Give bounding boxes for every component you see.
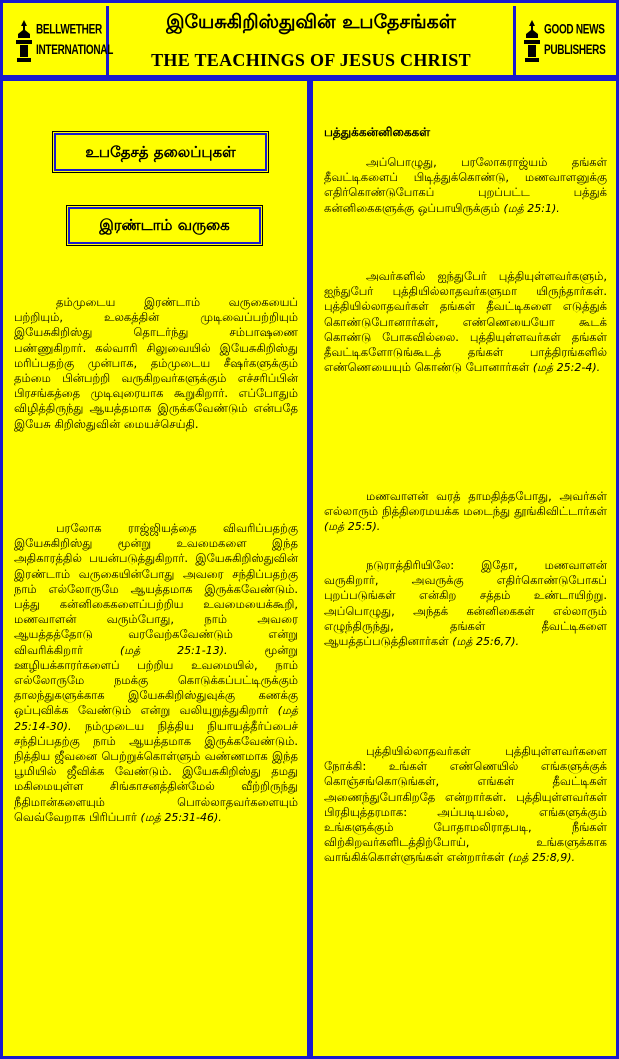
good-news-logo (513, 6, 613, 78)
verse-paragraph (324, 269, 607, 375)
verse-paragraph (324, 489, 607, 535)
section-title: உபதேசத் தலைப்புகள் (54, 133, 267, 171)
publisher-left-text (36, 20, 113, 61)
title-english: THE TEACHINGS OF JESUS CHRIST (151, 50, 471, 70)
intro-paragraph: தம்முடைய இரண்டாம் வருகையைப் பற்றியும், உலகத்தின் முடிவைப்பற்றியும் இயேசுகிறிஸ்து தொடர்ந்து சம்பாஷணை பண்ணுகிறார். கல்வாரி சிலுவையில் இயேசுகிறிஸ்து மரிப்பதற்கு முன்பாக, தம்முடைய சீஷர்களுக்கும் தம்மை பின்பற்றி வருகிறவர்களுக்கும் எச்சரிப்பின் பிரசங்கத்தை முடிவுரையாக கூறுகிறார். எப்போதும் விழித்திருந்து ஆயத்தமாக இருக்கவேண்டும் என்பதே இயேசு கிறிஸ்துவின் மையச்செய்தி. (14, 295, 298, 431)
publisher-right-text (544, 20, 605, 61)
verse-text: நடுராத்திரியிலே: இதோ, மணவாளன் வருகிறார், அவருக்கு எதிர்கொண்டுபோகப் புறப்படுங்கள் என்கிற சத்தம் உண்டாயிற்று. அப்பொழுது, அந்தக் கன்னிகைகள் எல்லாரும் எழுந்திருந்து, தங்கள் தீவட்டிகளை ஆயத்தப்படுத்தினார்கள் (324, 558, 607, 649)
parables-text-3: நம்முடைய நித்திய நியாயத்தீர்ப்பைச் சந்திப்பதற்கு நாம் ஆயத்தமாக இருக்கவேண்டும். நித்திய ஜீவனை பெற்றுக்கொள்ளும் வண்ணமாக இந்த பூமியில் ஜீவிக்க வேண்டும். இயேசுகிறிஸ்து தமது மகிமையுள்ள சிங்காசனத்தின்மேல் வீற்றிருந்து நீதிமான்களையும் பொல்லாதவர்களையும் வெவ்வேறாக பிரிப்பார் (14, 718, 298, 824)
verse-paragraph (324, 155, 607, 216)
scripture-reference: (மத் 25:8,9). (508, 851, 576, 865)
right-column (310, 78, 619, 1059)
scripture-reference: (மத் 25:14-30). (14, 704, 299, 733)
verse-text: புத்தியில்லாதவர்கள் புத்தியுள்ளவர்களை நோக்கி: உங்கள் எண்ணெயில் எங்களுக்குக் கொஞ்சங்கொடுங்கள், எங்கள் தீவட்டிகள் அணைந்துபோகிறதே என்றார்கள். புத்தியுள்ளவர்கள் பிரதியுத்தரமாக: அப்படியல்ல, எங்களுக்கும் உங்களுக்கும் போதாமலிராதபடி, நீங்கள் விற்கிறவர்களிடத்திற்போய், உங்களுக்காக வாங்கிக்கொள்ளுங்கள் என்றார்கள் (324, 744, 607, 865)
parables-paragraph (14, 521, 298, 825)
scripture-reference: (மத் 25:6,7). (452, 635, 520, 649)
header-banner (0, 0, 619, 78)
publisher-right-line1: GOOD NEWS (544, 22, 605, 38)
title-tamil: இயேசுகிறிஸ்துவின் உபதேசங்கள் (166, 11, 456, 33)
verse-text: அப்பொழுது, பரலோகராஜ்யம் தங்கள் தீவட்டிகளைப் பிடித்துக்கொண்டு, மணவாளனுக்கு எதிர்கொண்டுபோகப் புறப்பட்ட பத்துக் கன்னிகைகளுக்கு ஒப்பாயிருக்கும் (324, 155, 607, 215)
verse-paragraph (324, 744, 607, 866)
topic-title: இரண்டாம் வருகை (68, 207, 261, 244)
scripture-reference: (மத் 25:5). (324, 520, 381, 534)
bellwether-logo (6, 6, 114, 78)
lamp-icon (14, 18, 34, 64)
publisher-right-line2: PUBLISHERS (544, 42, 606, 58)
scripture-reference: (மத் 25:1). (503, 201, 560, 215)
scripture-reference: (மத் 25:31-46). (140, 810, 222, 824)
parables-text-2: மூன்று ஊழியக்காரர்களைப் பற்றிய உவமையில், நாம் எல்லோருமே நமக்கு கொடுக்கப்பட்டிருக்கும் தாலந்துகளுக்காக இயேசுகிறிஸ்துவுக்கு கணக்கு ஒப்புவிக்க வேண்டும் என்று வலியுறுத்துகிறார் (14, 642, 299, 718)
left-column (0, 78, 310, 1059)
publisher-left-line2: INTERNATIONAL (36, 42, 114, 58)
scripture-reference: (மத் 25:1-13). (119, 643, 228, 657)
scripture-reference: (மத் 25:2-4). (532, 361, 601, 375)
lamp-icon (522, 18, 542, 64)
parables-text-1: பரலோக ராஜ்ஜியத்தை விவரிப்பதற்கு இயேசுகிறிஸ்து மூன்று உவமைகளை இந்த அதிகாரத்தில் பயன்படுத்துகிறார். இயேசுகிறிஸ்துவின் இரண்டாம் வருகையின்போது அவரை சந்திப்பதற்கு நாம் எல்லோருமே ஆயத்தமாக இருக்கவேண்டும். பத்து கன்னிகைகளைப்பற்றிய உவமையைக்கூறி, மணவாளன் வரும்போது, நாம் அவரை ஆயத்தத்தோடு வரவேற்கவேண்டும் என்று விவரிக்கிறார் (14, 521, 298, 657)
verse-text: மணவாளன் வரத் தாமதித்தபோது, அவர்கள் எல்லாரும் நித்திரைமயக்க மடைந்து தூங்கிவிட்டார்கள் (324, 489, 607, 519)
verse-text: அவர்களில் ஐந்துபேர் புத்தியுள்ளவர்களும், ஐந்துபேர் புத்தியில்லாதவர்களுமா யிருந்தார்கள். புத்தியில்லாதவர்கள் தங்கள் தீவட்டிகளை எடுத்துக் கொண்டுபோனார்கள், எண்ணெயையோ கூடக் கொண்டு போகவில்லை. புத்தியுள்ளவர்கள் தங்கள் தீவட்டிகளோடுங்கூடத் தங்கள் பாத்திரங்களில் எண்ணெயையும் கொண்டு போனார்கள் (324, 269, 607, 375)
scripture-heading: பத்துக்கன்னிகைகள் (324, 125, 431, 139)
publisher-left-line1: BELLWETHER (36, 22, 102, 38)
verse-paragraph (324, 558, 607, 649)
